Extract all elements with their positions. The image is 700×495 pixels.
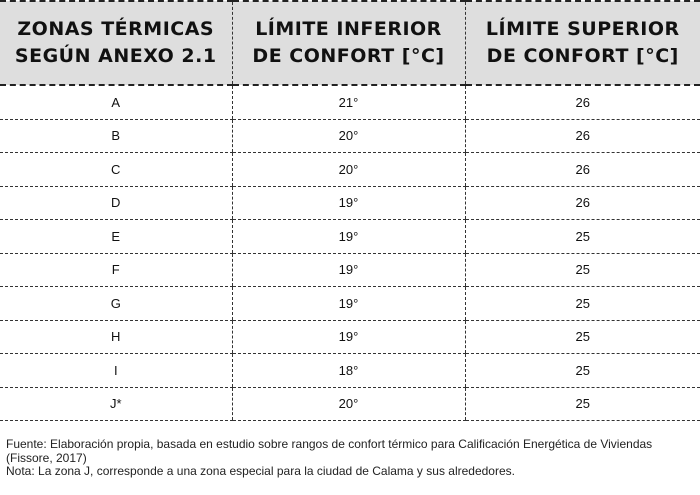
zone-cell: E: [0, 220, 232, 254]
header-line: DE CONFORT [°C]: [252, 45, 445, 67]
zone-cell: A: [0, 85, 232, 119]
header-upper-limit: [465, 1, 700, 85]
header-thermal-zone: [0, 1, 232, 85]
upper-limit-cell: 26: [465, 119, 700, 153]
upper-limit-cell: 25: [465, 287, 700, 321]
table-row: [0, 186, 700, 220]
table-notes: [6, 438, 696, 479]
lower-limit-cell: 18°: [232, 354, 465, 388]
zone-cell: B: [0, 119, 232, 153]
zone-cell: H: [0, 320, 232, 354]
table-row: [0, 153, 700, 187]
lower-limit-cell: 19°: [232, 220, 465, 254]
header-line: LÍMITE INFERIOR: [255, 18, 442, 40]
table-row: [0, 253, 700, 287]
upper-limit-cell: 25: [465, 354, 700, 388]
zone-cell: I: [0, 354, 232, 388]
upper-limit-cell: 26: [465, 85, 700, 119]
lower-limit-cell: 19°: [232, 287, 465, 321]
lower-limit-cell: 21°: [232, 85, 465, 119]
upper-limit-cell: 26: [465, 153, 700, 187]
table-row: [0, 85, 700, 119]
upper-limit-cell: 25: [465, 253, 700, 287]
lower-limit-cell: 19°: [232, 186, 465, 220]
lower-limit-cell: 20°: [232, 119, 465, 153]
upper-limit-cell: 25: [465, 387, 700, 421]
upper-limit-cell: 26: [465, 186, 700, 220]
lower-limit-cell: 20°: [232, 387, 465, 421]
table-row: [0, 119, 700, 153]
upper-limit-cell: 25: [465, 320, 700, 354]
header-line: DE CONFORT [°C]: [486, 45, 679, 67]
zone-cell: G: [0, 287, 232, 321]
table-row: [0, 287, 700, 321]
upper-limit-cell: 25: [465, 220, 700, 254]
source-note: Fuente: Elaboración propia, basada en estudio sobre rangos de confort térmico para Calificación Energética de Viviendas (Fissore, 2017): [6, 437, 653, 465]
zone-cell: F: [0, 253, 232, 287]
lower-limit-cell: 20°: [232, 153, 465, 187]
header-line: SEGÚN ANEXO 2.1: [14, 45, 217, 67]
lower-limit-cell: 19°: [232, 320, 465, 354]
table-row: [0, 354, 700, 388]
zone-j-note: Nota: La zona J, corresponde a una zona especial para la ciudad de Calama y sus alrededores.: [6, 464, 515, 478]
header-line: LÍMITE SUPERIOR: [485, 18, 680, 40]
table-row: [0, 220, 700, 254]
header-line: ZONAS TÉRMICAS: [17, 18, 215, 40]
lower-limit-cell: 19°: [232, 253, 465, 287]
zone-cell: J*: [0, 387, 232, 421]
zone-cell: D: [0, 186, 232, 220]
table-row: [0, 320, 700, 354]
header-lower-limit: [232, 1, 465, 85]
table-row: [0, 387, 700, 421]
table-header-row: [0, 1, 700, 85]
zone-cell: C: [0, 153, 232, 187]
